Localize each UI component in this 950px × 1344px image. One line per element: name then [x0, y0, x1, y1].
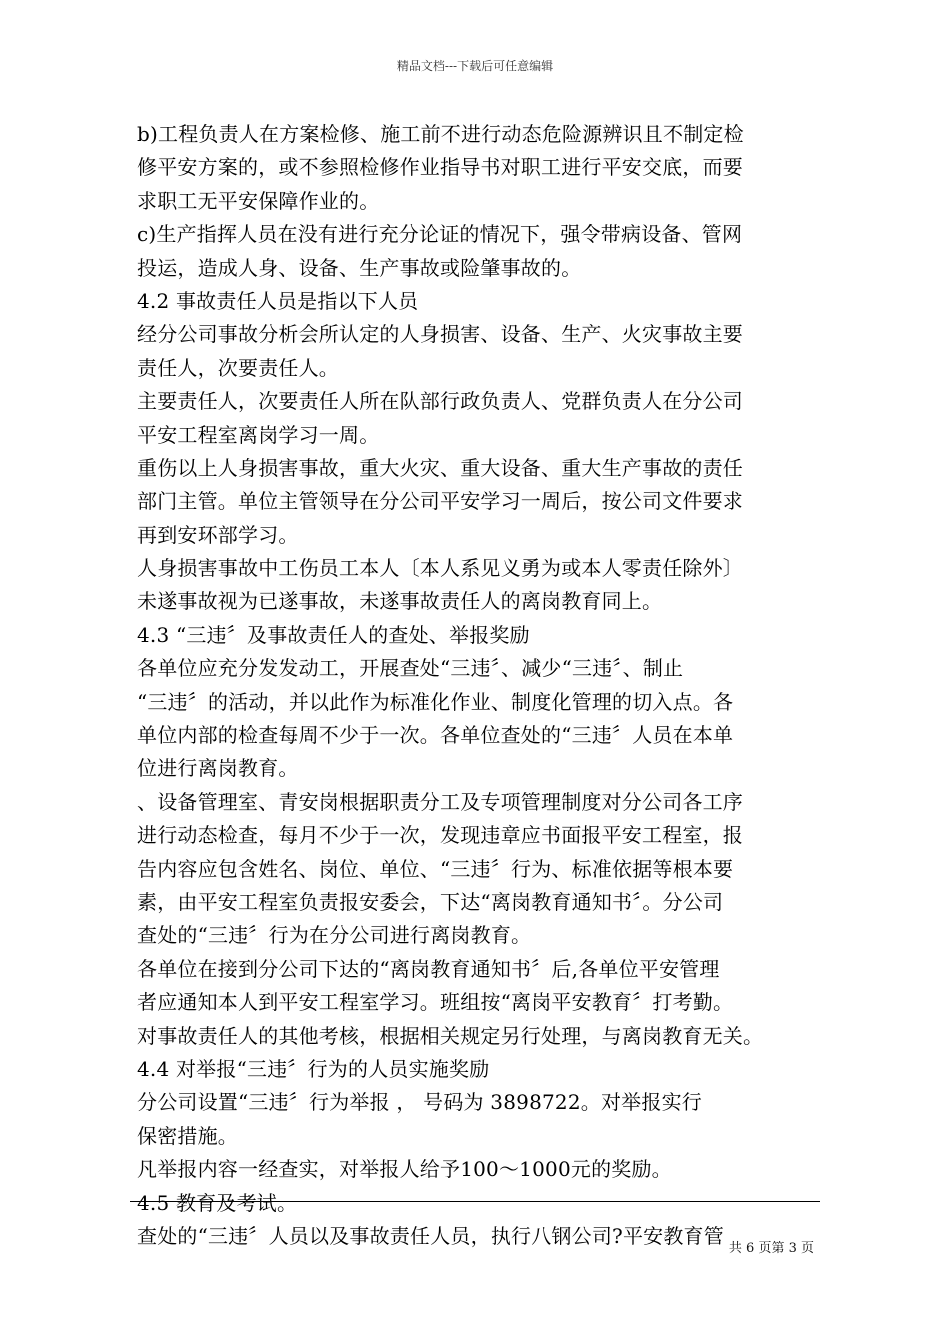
- page-number: 共 6 页第 3 页: [728, 1241, 814, 1256]
- text-line: c)生产指挥人员在没有进行充分论证的情况下，强令带病设备、管网: [137, 222, 743, 247]
- text-line: 求职工无平安保障作业的。: [137, 188, 380, 213]
- text-line: 投运，造成人身、设备、生产事故或险肇事故的。: [137, 255, 582, 280]
- text-line: 各单位在接到分公司下达的“离岗教育通知书〞后,各单位平安管理: [137, 956, 720, 981]
- text-line: 重伤以上人身损害事故，重大火灾、重大设备、重大生产事故的责任: [137, 455, 743, 480]
- text-line: 告内容应包含姓名、岗位、单位、“三违〞行为、标准依据等根本要: [137, 856, 734, 881]
- text-line: 查处的“三违〞人员以及事故责任人员，执行八钢公司?平安教育管: [137, 1223, 724, 1248]
- text-line: 各单位应充分发发动工，开展查处“三违〞、减少“三违〞、制止: [137, 656, 684, 681]
- section-heading: 4.4 对举报“三违〞行为的人员实施奖励: [137, 1056, 490, 1081]
- footer-divider: [130, 1201, 820, 1202]
- text-line: 部门主管。单位主管领导在分公司平安学习一周后，按公司文件要求: [137, 489, 743, 514]
- text-line: 、设备管理室、青安岗根据职责分工及专项管理制度对分公司各工序: [137, 789, 743, 814]
- text-line: 经分公司事故分析会所认定的人身损害、设备、生产、火灾事故主要: [137, 322, 743, 347]
- section-heading: 4.5 教育及考试。: [137, 1190, 298, 1215]
- text-line: “三违〞的活动，并以此作为标准化作业、制度化管理的切入点。各: [137, 689, 734, 714]
- text-line: 人身损害事故中工伤员工本人〔本人系见义勇为或本人零责任除外〕: [137, 556, 743, 581]
- text-line: 素，由平安工程室负责报安委会，下达“离岗教育通知书〞。分公司: [137, 889, 724, 914]
- section-heading: 4.2 事故责任人员是指以下人员: [137, 288, 419, 313]
- text-line: 查处的“三违〞行为在分公司进行离岗教育。: [137, 923, 532, 948]
- text-line: 保密措施。: [137, 1123, 238, 1148]
- text-line: 主要责任人，次要责任人所在队部行政负责人、党群负责人在分公司: [137, 389, 743, 414]
- text-line: 平安工程室离岗学习一周。: [137, 422, 380, 447]
- text-line: 单位内部的检查每周不少于一次。各单位查处的“三违〞人员在本单: [137, 723, 734, 748]
- page-header: 精品文档---下载后可任意编辑: [396, 59, 554, 73]
- text-line: 者应通知本人到平安工程室学习。班组按“离岗平安教育〞打考勤。: [137, 990, 734, 1015]
- text-line: 位进行离岗教育。: [137, 756, 299, 781]
- text-line: 责任人，次要责任人。: [137, 355, 339, 380]
- text-line: 进行动态检查，每月不少于一次，发现违章应书面报平安工程室，报: [137, 823, 743, 848]
- section-heading: 4.3 “三违〞及事故责任人的查处、举报奖励: [137, 622, 530, 647]
- text-line: 分公司设置“三违〞行为举报 ， 号码为 3898722。对举报实行: [137, 1090, 702, 1115]
- document-body: [137, 118, 827, 1253]
- text-line: 凡举报内容一经查实，对举报人给予100～1000元的奖励。: [137, 1157, 672, 1182]
- text-line: 修平安方案的，或不参照检修作业指导书对职工进行平安交底，而要: [137, 155, 743, 180]
- text-line: b)工程负责人在方案检修、施工前不进行动态危险源辨识且不制定检: [137, 122, 744, 146]
- text-line: 未遂事故视为已遂事故，未遂事故责任人的离岗教育同上。: [137, 589, 663, 614]
- text-line: 再到安环部学习。: [137, 522, 299, 547]
- text-line: 对事故责任人的其他考核，根据相关规定另行处理，与离岗教育无关。: [137, 1023, 764, 1048]
